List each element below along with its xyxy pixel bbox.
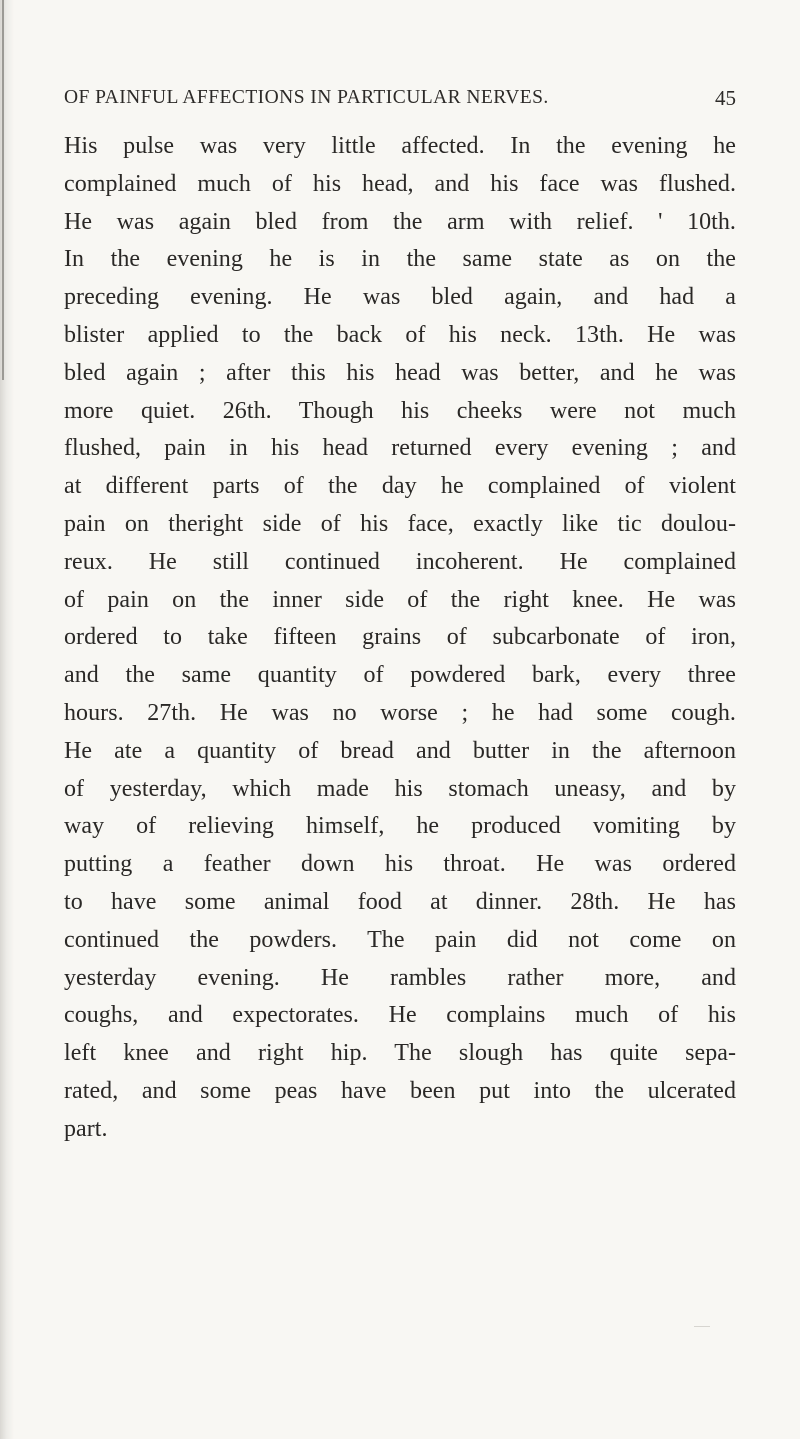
text-line-15: and the same quantity of powdered bark, every three <box>64 662 736 689</box>
text-line-4: In the evening he is in the same state as on the <box>64 246 736 273</box>
text-line-23: yesterday evening. He rambles rather more, and <box>64 964 736 991</box>
text-line-19: way of relieving himself, he produced vomiting by <box>64 813 736 840</box>
text-line-9: flushed, pain in his head returned every evening ; and <box>64 435 736 462</box>
running-header <box>64 84 736 112</box>
text-line-10: at different parts of the day he complained of violent <box>64 473 736 500</box>
text-line-17: He ate a quantity of bread and butter in the afternoon <box>64 737 736 764</box>
text-line-21: to have some animal food at dinner. 28th. He has <box>64 888 736 915</box>
page-number: 45 <box>715 86 736 110</box>
text-line-7: bled again ; after this his head was better, and he was <box>64 359 736 386</box>
text-line-3: He was again bled from the arm with relief. ' 10th. <box>64 208 736 235</box>
text-line-2: complained much of his head, and his face was flushed. <box>64 170 736 197</box>
text-line-20: putting a feather down his throat. He was ordered <box>64 851 736 878</box>
text-line-22: continued the powders. The pain did not come on <box>64 926 736 953</box>
running-title: OF PAINFUL AFFECTIONS IN PARTICULAR NERVES. <box>64 87 549 108</box>
text-line-8: more quiet. 26th. Though his cheeks were not much <box>64 397 736 424</box>
text-line-14: ordered to take fifteen grains of subcarbonate of iron, <box>64 624 736 651</box>
text-line-6: blister applied to the back of his neck. 13th. He was <box>64 321 736 348</box>
text-line-5: preceding evening. He was bled again, and had a <box>64 284 736 311</box>
text-line-16: hours. 27th. He was no worse ; he had some cough. <box>64 699 736 726</box>
text-line-13: of pain on the inner side of the right knee. He was <box>64 586 736 613</box>
text-line-18: of yesterday, which made his stomach uneasy, and by <box>64 775 736 802</box>
text-line-11: pain on theright side of his face, exactly like tic doulou- <box>64 510 736 537</box>
text-line-25: left knee and right hip. The slough has quite sepa- <box>64 1040 736 1067</box>
text-line-27: part. <box>64 1115 108 1142</box>
text-line-12: reux. He still continued incoherent. He complained <box>64 548 736 575</box>
text-line-1: His pulse was very little affected. In the evening he <box>64 133 736 159</box>
paper-mark <box>694 1326 710 1327</box>
body-text <box>64 128 736 1149</box>
text-line-26: rated, and some peas have been put into the ulcerated <box>64 1077 736 1104</box>
gutter-edge-line <box>2 0 4 380</box>
text-line-24: coughs, and expectorates. He complains much of his <box>64 1002 736 1029</box>
